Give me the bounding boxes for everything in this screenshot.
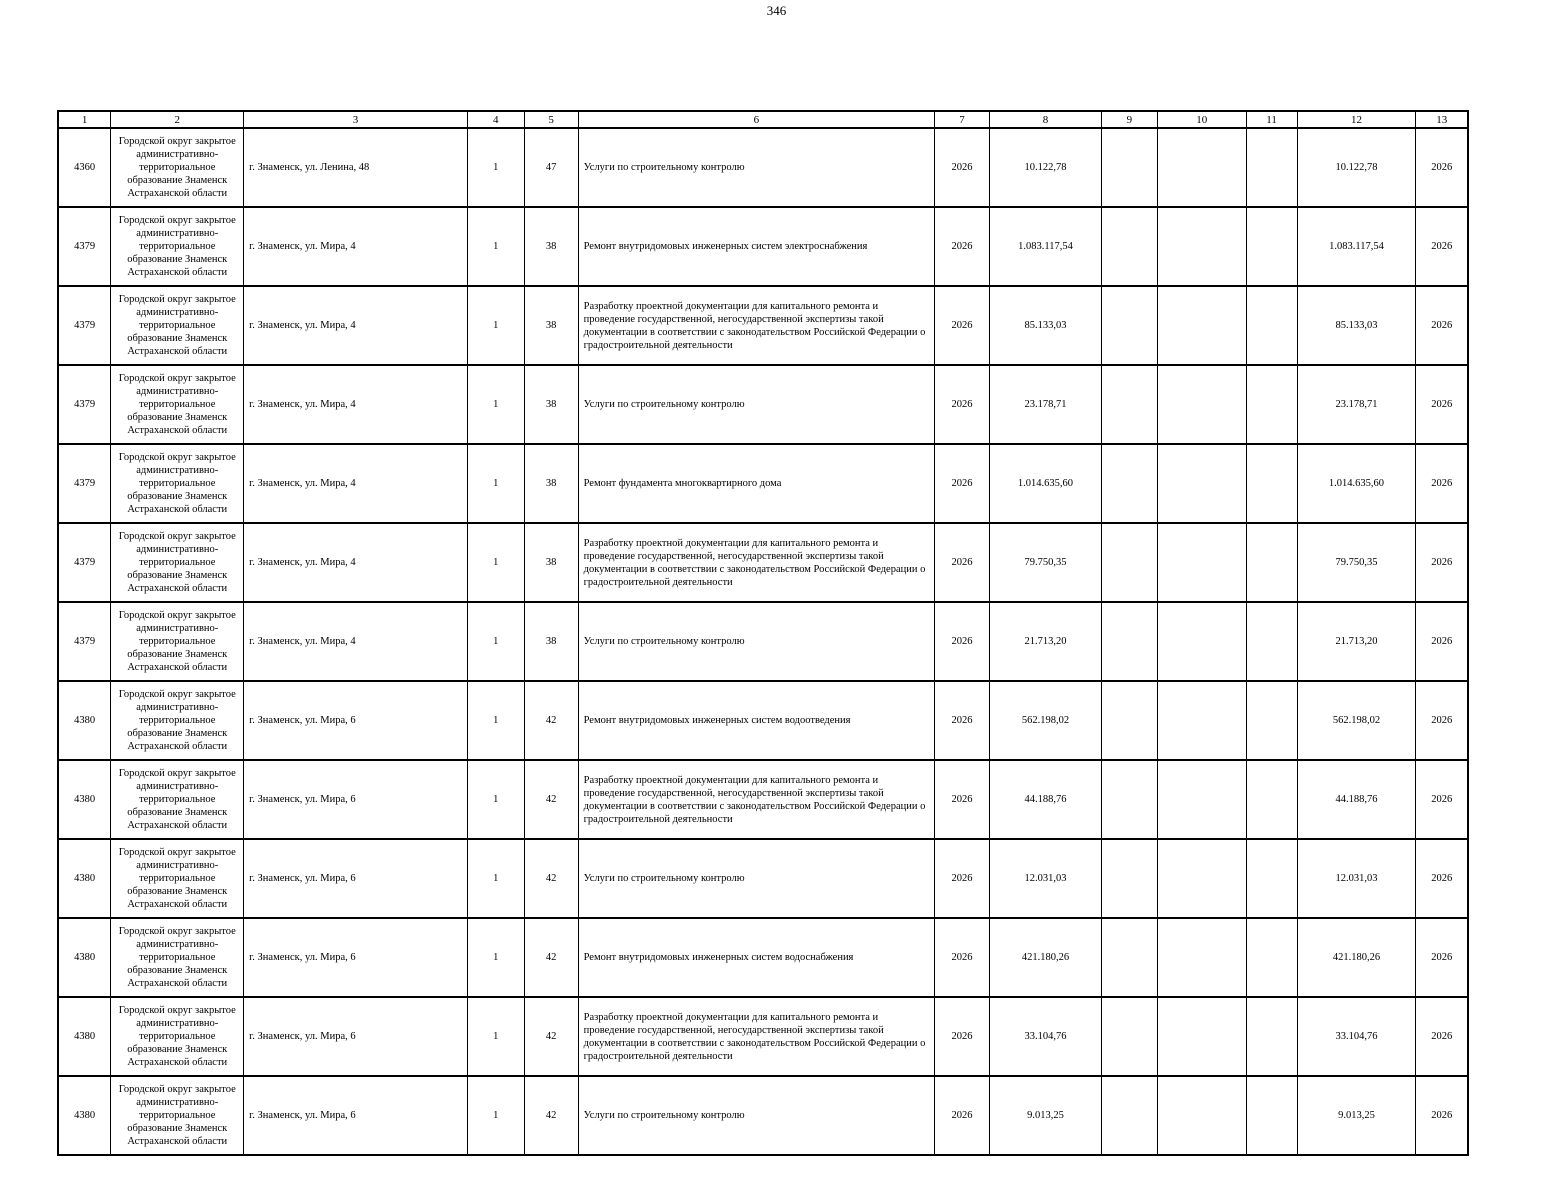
cell-work_type: Разработку проектной документации для капитального ремонта и проведение государственной, негосударственной экспертизы такой документации в соответствии с законодательством Российской Федерации о градостроительной деятельности xyxy=(578,286,934,365)
cell-col9 xyxy=(1101,207,1157,286)
cell-municipality: Городской округ закрытое административно-территориальное образование Знаменск Астраханской области xyxy=(111,207,244,286)
column-number-header: 13 xyxy=(1416,111,1468,128)
cell-cost: 33.104,76 xyxy=(990,997,1102,1076)
cell-cost_total: 1.083.117,54 xyxy=(1297,207,1416,286)
cell-col11 xyxy=(1246,918,1297,997)
cell-id: 4379 xyxy=(58,602,111,681)
cell-col11 xyxy=(1246,128,1297,207)
cell-year_completion: 2026 xyxy=(1416,681,1468,760)
cell-code: 38 xyxy=(524,444,578,523)
column-number-header: 8 xyxy=(990,111,1102,128)
cell-quantity: 1 xyxy=(467,602,524,681)
cell-col10 xyxy=(1157,997,1246,1076)
cell-cost: 1.014.635,60 xyxy=(990,444,1102,523)
cell-col9 xyxy=(1101,760,1157,839)
cell-col11 xyxy=(1246,207,1297,286)
cell-col11 xyxy=(1246,1076,1297,1155)
table-body xyxy=(58,128,1468,1155)
cell-col9 xyxy=(1101,444,1157,523)
cell-code: 42 xyxy=(524,918,578,997)
column-number-header: 11 xyxy=(1246,111,1297,128)
cell-work_type: Ремонт внутридомовых инженерных систем водоотведения xyxy=(578,681,934,760)
cell-work_type: Разработку проектной документации для капитального ремонта и проведение государственной, негосударственной экспертизы такой документации в соответствии с законодательством Российской Федерации о градостроительной деятельности xyxy=(578,523,934,602)
cell-col11 xyxy=(1246,839,1297,918)
cell-id: 4380 xyxy=(58,997,111,1076)
cell-code: 38 xyxy=(524,523,578,602)
cell-municipality: Городской округ закрытое административно-территориальное образование Знаменск Астраханской области xyxy=(111,839,244,918)
column-number-header: 5 xyxy=(524,111,578,128)
cell-col10 xyxy=(1157,523,1246,602)
table-row xyxy=(58,839,1468,918)
cell-year_completion: 2026 xyxy=(1416,365,1468,444)
cell-cost_total: 21.713,20 xyxy=(1297,602,1416,681)
cell-address: г. Знаменск, ул. Мира, 4 xyxy=(244,602,468,681)
cell-cost: 9.013,25 xyxy=(990,1076,1102,1155)
cell-cost_total: 85.133,03 xyxy=(1297,286,1416,365)
cell-year_completion: 2026 xyxy=(1416,523,1468,602)
cell-address: г. Знаменск, ул. Мира, 4 xyxy=(244,365,468,444)
cell-cost_total: 562.198,02 xyxy=(1297,681,1416,760)
table-row xyxy=(58,207,1468,286)
cell-cost: 23.178,71 xyxy=(990,365,1102,444)
cell-cost_total: 79.750,35 xyxy=(1297,523,1416,602)
cell-id: 4380 xyxy=(58,1076,111,1155)
cell-year: 2026 xyxy=(935,839,990,918)
cell-col9 xyxy=(1101,1076,1157,1155)
cell-cost_total: 9.013,25 xyxy=(1297,1076,1416,1155)
cell-code: 42 xyxy=(524,681,578,760)
cell-municipality: Городской округ закрытое административно-территориальное образование Знаменск Астраханской области xyxy=(111,365,244,444)
cell-col11 xyxy=(1246,444,1297,523)
cell-work_type: Услуги по строительному контролю xyxy=(578,1076,934,1155)
cell-municipality: Городской округ закрытое административно-территориальное образование Знаменск Астраханской области xyxy=(111,523,244,602)
cell-year: 2026 xyxy=(935,128,990,207)
cell-year: 2026 xyxy=(935,523,990,602)
table-row xyxy=(58,1076,1468,1155)
cell-col9 xyxy=(1101,997,1157,1076)
cell-municipality: Городской округ закрытое административно-территориальное образование Знаменск Астраханской области xyxy=(111,444,244,523)
cell-code: 38 xyxy=(524,365,578,444)
table-row xyxy=(58,760,1468,839)
cell-work_type: Ремонт фундамента многоквартирного дома xyxy=(578,444,934,523)
cell-work_type: Ремонт внутридомовых инженерных систем электроснабжения xyxy=(578,207,934,286)
cell-code: 42 xyxy=(524,839,578,918)
cell-col9 xyxy=(1101,839,1157,918)
cell-id: 4360 xyxy=(58,128,111,207)
cell-quantity: 1 xyxy=(467,207,524,286)
cell-id: 4379 xyxy=(58,365,111,444)
cell-municipality: Городской округ закрытое административно-территориальное образование Знаменск Астраханской области xyxy=(111,918,244,997)
cell-work_type: Ремонт внутридомовых инженерных систем водоснабжения xyxy=(578,918,934,997)
cell-code: 42 xyxy=(524,1076,578,1155)
cell-address: г. Знаменск, ул. Мира, 6 xyxy=(244,839,468,918)
page-number: 346 xyxy=(766,3,787,18)
cell-id: 4380 xyxy=(58,681,111,760)
cell-code: 38 xyxy=(524,286,578,365)
column-number-header-row xyxy=(58,111,1468,128)
cell-year_completion: 2026 xyxy=(1416,1076,1468,1155)
cell-address: г. Знаменск, ул. Мира, 6 xyxy=(244,1076,468,1155)
cell-col10 xyxy=(1157,760,1246,839)
cell-year: 2026 xyxy=(935,207,990,286)
cell-col11 xyxy=(1246,286,1297,365)
table-row xyxy=(58,997,1468,1076)
cell-cost: 562.198,02 xyxy=(990,681,1102,760)
column-number-header: 12 xyxy=(1297,111,1416,128)
cell-col11 xyxy=(1246,681,1297,760)
cell-address: г. Знаменск, ул. Ленина, 48 xyxy=(244,128,468,207)
table-row xyxy=(58,523,1468,602)
cell-year_completion: 2026 xyxy=(1416,839,1468,918)
cell-col10 xyxy=(1157,128,1246,207)
repair-program-table xyxy=(57,110,1469,1156)
cell-year: 2026 xyxy=(935,365,990,444)
cell-cost: 421.180,26 xyxy=(990,918,1102,997)
cell-code: 38 xyxy=(524,207,578,286)
cell-year: 2026 xyxy=(935,602,990,681)
cell-work_type: Разработку проектной документации для капитального ремонта и проведение государственной, негосударственной экспертизы такой документации в соответствии с законодательством Российской Федерации о градостроительной деятельности xyxy=(578,760,934,839)
cell-col10 xyxy=(1157,602,1246,681)
cell-col11 xyxy=(1246,602,1297,681)
cell-id: 4380 xyxy=(58,839,111,918)
cell-col11 xyxy=(1246,365,1297,444)
cell-year_completion: 2026 xyxy=(1416,286,1468,365)
cell-year: 2026 xyxy=(935,1076,990,1155)
cell-quantity: 1 xyxy=(467,760,524,839)
cell-work_type: Услуги по строительному контролю xyxy=(578,128,934,207)
cell-work_type: Услуги по строительному контролю xyxy=(578,602,934,681)
cell-address: г. Знаменск, ул. Мира, 4 xyxy=(244,286,468,365)
cell-municipality: Городской округ закрытое административно-территориальное образование Знаменск Астраханской области xyxy=(111,997,244,1076)
cell-year: 2026 xyxy=(935,444,990,523)
cell-year_completion: 2026 xyxy=(1416,997,1468,1076)
cell-col9 xyxy=(1101,365,1157,444)
cell-cost_total: 33.104,76 xyxy=(1297,997,1416,1076)
cell-address: г. Знаменск, ул. Мира, 4 xyxy=(244,444,468,523)
cell-municipality: Городской округ закрытое административно-территориальное образование Знаменск Астраханской области xyxy=(111,602,244,681)
cell-cost_total: 10.122,78 xyxy=(1297,128,1416,207)
cell-year_completion: 2026 xyxy=(1416,760,1468,839)
cell-address: г. Знаменск, ул. Мира, 4 xyxy=(244,523,468,602)
cell-cost: 85.133,03 xyxy=(990,286,1102,365)
cell-year: 2026 xyxy=(935,681,990,760)
table-row xyxy=(58,602,1468,681)
cell-municipality: Городской округ закрытое административно-территориальное образование Знаменск Астраханской области xyxy=(111,1076,244,1155)
cell-col9 xyxy=(1101,128,1157,207)
cell-cost_total: 44.188,76 xyxy=(1297,760,1416,839)
table-row xyxy=(58,286,1468,365)
table-row xyxy=(58,365,1468,444)
column-number-header: 6 xyxy=(578,111,934,128)
cell-cost_total: 1.014.635,60 xyxy=(1297,444,1416,523)
cell-cost: 1.083.117,54 xyxy=(990,207,1102,286)
column-number-header: 7 xyxy=(935,111,990,128)
cell-id: 4380 xyxy=(58,760,111,839)
table-row xyxy=(58,128,1468,207)
cell-quantity: 1 xyxy=(467,997,524,1076)
cell-year_completion: 2026 xyxy=(1416,602,1468,681)
cell-cost: 21.713,20 xyxy=(990,602,1102,681)
cell-id: 4379 xyxy=(58,444,111,523)
cell-address: г. Знаменск, ул. Мира, 4 xyxy=(244,207,468,286)
cell-col10 xyxy=(1157,365,1246,444)
cell-municipality: Городской округ закрытое административно-территориальное образование Знаменск Астраханской области xyxy=(111,286,244,365)
cell-year: 2026 xyxy=(935,760,990,839)
cell-col9 xyxy=(1101,681,1157,760)
cell-col10 xyxy=(1157,444,1246,523)
cell-quantity: 1 xyxy=(467,286,524,365)
cell-quantity: 1 xyxy=(467,444,524,523)
cell-quantity: 1 xyxy=(467,1076,524,1155)
cell-year: 2026 xyxy=(935,286,990,365)
cell-col10 xyxy=(1157,681,1246,760)
cell-address: г. Знаменск, ул. Мира, 6 xyxy=(244,918,468,997)
column-number-header: 1 xyxy=(58,111,111,128)
cell-year_completion: 2026 xyxy=(1416,207,1468,286)
cell-municipality: Городской округ закрытое административно-территориальное образование Знаменск Астраханской области xyxy=(111,760,244,839)
cell-cost_total: 23.178,71 xyxy=(1297,365,1416,444)
cell-code: 42 xyxy=(524,760,578,839)
cell-year_completion: 2026 xyxy=(1416,128,1468,207)
cell-col9 xyxy=(1101,918,1157,997)
cell-quantity: 1 xyxy=(467,918,524,997)
column-number-header: 9 xyxy=(1101,111,1157,128)
cell-col10 xyxy=(1157,207,1246,286)
cell-year_completion: 2026 xyxy=(1416,918,1468,997)
cell-code: 47 xyxy=(524,128,578,207)
column-number-header: 3 xyxy=(244,111,468,128)
cell-work_type: Услуги по строительному контролю xyxy=(578,365,934,444)
cell-quantity: 1 xyxy=(467,128,524,207)
cell-col10 xyxy=(1157,286,1246,365)
table-row xyxy=(58,918,1468,997)
cell-cost: 44.188,76 xyxy=(990,760,1102,839)
cell-cost_total: 12.031,03 xyxy=(1297,839,1416,918)
column-number-header: 2 xyxy=(111,111,244,128)
cell-code: 42 xyxy=(524,997,578,1076)
cell-id: 4380 xyxy=(58,918,111,997)
cell-quantity: 1 xyxy=(467,523,524,602)
cell-code: 38 xyxy=(524,602,578,681)
cell-year: 2026 xyxy=(935,997,990,1076)
cell-address: г. Знаменск, ул. Мира, 6 xyxy=(244,760,468,839)
table-row xyxy=(58,444,1468,523)
cell-municipality: Городской округ закрытое административно-территориальное образование Знаменск Астраханской области xyxy=(111,128,244,207)
column-number-header: 4 xyxy=(467,111,524,128)
table-row xyxy=(58,681,1468,760)
cell-cost: 79.750,35 xyxy=(990,523,1102,602)
cell-quantity: 1 xyxy=(467,681,524,760)
cell-quantity: 1 xyxy=(467,839,524,918)
cell-col10 xyxy=(1157,918,1246,997)
cell-work_type: Разработку проектной документации для капитального ремонта и проведение государственной, негосударственной экспертизы такой документации в соответствии с законодательством Российской Федерации о градостроительной деятельности xyxy=(578,997,934,1076)
cell-col9 xyxy=(1101,602,1157,681)
cell-col10 xyxy=(1157,1076,1246,1155)
cell-address: г. Знаменск, ул. Мира, 6 xyxy=(244,997,468,1076)
cell-cost_total: 421.180,26 xyxy=(1297,918,1416,997)
cell-id: 4379 xyxy=(58,207,111,286)
cell-col10 xyxy=(1157,839,1246,918)
cell-address: г. Знаменск, ул. Мира, 6 xyxy=(244,681,468,760)
cell-col11 xyxy=(1246,997,1297,1076)
cell-col9 xyxy=(1101,523,1157,602)
cell-col11 xyxy=(1246,523,1297,602)
cell-col11 xyxy=(1246,760,1297,839)
cell-quantity: 1 xyxy=(467,365,524,444)
cell-cost: 10.122,78 xyxy=(990,128,1102,207)
cell-work_type: Услуги по строительному контролю xyxy=(578,839,934,918)
cell-col9 xyxy=(1101,286,1157,365)
column-number-header: 10 xyxy=(1157,111,1246,128)
cell-id: 4379 xyxy=(58,286,111,365)
cell-cost: 12.031,03 xyxy=(990,839,1102,918)
cell-year: 2026 xyxy=(935,918,990,997)
cell-year_completion: 2026 xyxy=(1416,444,1468,523)
cell-municipality: Городской округ закрытое административно-территориальное образование Знаменск Астраханской области xyxy=(111,681,244,760)
cell-id: 4379 xyxy=(58,523,111,602)
